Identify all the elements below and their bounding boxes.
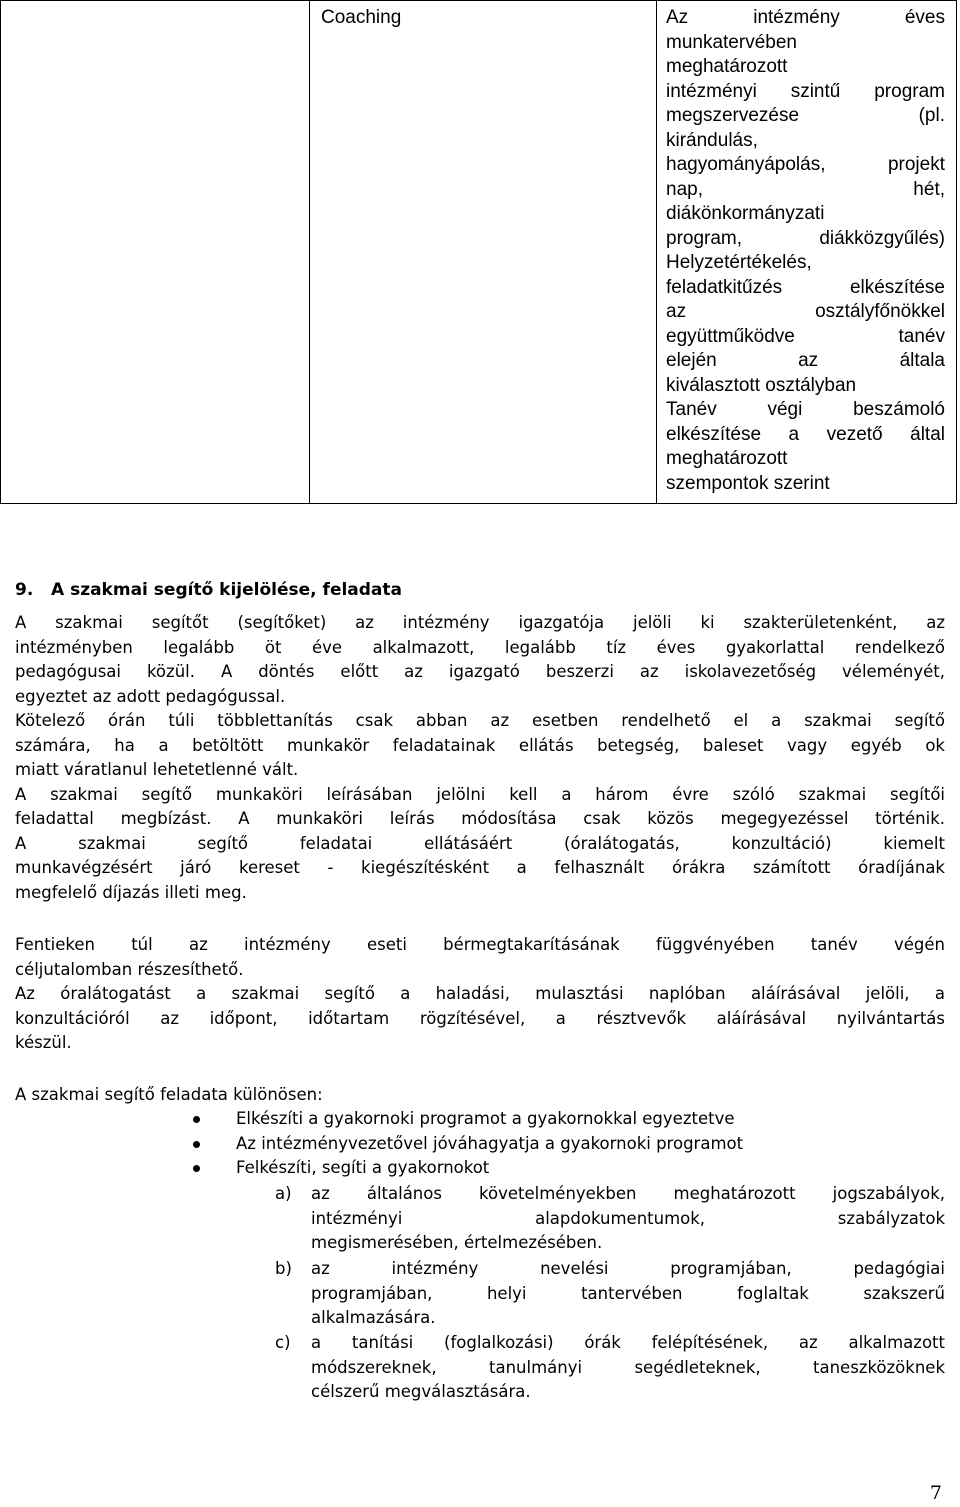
- bullet-icon: [193, 1116, 200, 1123]
- section-number: 9.: [15, 580, 34, 600]
- paragraph: [15, 1083, 945, 1108]
- list-item-text: Elkészíti a gyakornoki programot a gyakornokkal egyeztetve: [236, 1109, 735, 1128]
- table-cell-line: diákönkormányzati: [666, 203, 825, 224]
- bullet-list: [190, 1107, 950, 1181]
- table-cell-line: szempontok szerint: [666, 472, 830, 494]
- table-cell-line: intézményi szintű program: [666, 80, 945, 102]
- table-cell-line: program, diákközgyűlés): [666, 227, 945, 249]
- text-line: miatt váratlanul lehetetlenné vált.: [15, 760, 299, 779]
- section-title: A szakmai segítő kijelölése, feladata: [51, 580, 403, 600]
- text-line: intézményben legalább öt éve alkalmazott, legalább tíz éves gyakorlattal rendelkező: [15, 637, 945, 657]
- table-cell-line: meghatározott: [666, 448, 788, 469]
- table-cell-line: kirándulás,: [666, 129, 758, 151]
- sub-list-label: b): [275, 1259, 292, 1278]
- text-line: célszerű megválasztására.: [311, 1382, 531, 1401]
- text-line: A szakmai segítő feladatai ellátásáért (óralátogatás, konzultáció) kiemelt: [15, 833, 945, 853]
- list-item-text: Az intézményvezetővel jóváhagyatja a gyakornoki programot: [236, 1133, 744, 1153]
- table-cell-line: meghatározott: [666, 56, 788, 77]
- table-cell-line: munkatervében: [666, 31, 797, 53]
- table-cell-line: hagyományápolás, projekt: [666, 154, 945, 175]
- text-line: számára, ha a betöltött munkakör feladatainak ellátás betegség, baleset vagy egyéb ok: [15, 735, 945, 755]
- text-line: konzultációról az időpont, időtartam rögzítésével, a résztvevők aláírásával nyilvántartás: [15, 1008, 945, 1028]
- list-item: [190, 1132, 950, 1157]
- list-item: [190, 1156, 950, 1181]
- text-line: A szakmai segítőt (segítőket) az intézmény igazgatója jelöli ki szakterületenként, az: [15, 613, 945, 632]
- sub-list-label: a): [275, 1184, 292, 1203]
- table-cell-line: az osztályfőnökkel: [666, 301, 945, 322]
- list-item: [190, 1107, 950, 1132]
- page-number: 7: [929, 1482, 942, 1504]
- table-cell-line: feladatkitűzés elkészítése: [666, 276, 945, 298]
- sub-list-text: [311, 1182, 945, 1256]
- table-divider: [309, 1, 310, 503]
- sub-list-text: [311, 1257, 945, 1331]
- paragraph: [15, 611, 945, 905]
- sub-list-label: c): [275, 1333, 291, 1352]
- table-cell-line: Az intézmény éves: [666, 7, 945, 28]
- table-cell-line: együttműködve tanév: [666, 325, 945, 347]
- text-line: céljutalomban részesíthető.: [15, 959, 244, 979]
- table-cell-description: [666, 6, 945, 496]
- sub-list-text: [311, 1331, 945, 1405]
- text-line: az általános követelményekben meghatározott jogszabályok,: [311, 1184, 945, 1203]
- text-line: egyeztet az adott pedagógussal.: [15, 686, 286, 706]
- text-line: A szakmai segítő munkaköri leírásában jelölni kell a három évre szóló szakmai segítői: [15, 784, 945, 804]
- section-heading: [15, 578, 402, 602]
- table-cell-activity: Coaching: [321, 7, 402, 28]
- text-line: Fentieken túl az intézmény eseti bérmegtakarításának függvényében tanév végén: [15, 935, 945, 954]
- table-cell-line: elkészítése a vezető által: [666, 423, 945, 445]
- table-cell-line: elején az általa: [666, 350, 945, 371]
- list-item-text: Felkészíti, segíti a gyakornokot: [236, 1158, 490, 1177]
- text-line: A szakmai segítő feladata különösen:: [15, 1085, 323, 1104]
- text-line: pedagógusai közül. A döntés előtt az igazgató beszerzi az iskolavezetőség véleményét,: [15, 662, 945, 681]
- table-cell-line: Tanév végi beszámoló: [666, 399, 945, 420]
- table-divider: [656, 1, 657, 503]
- text-line: munkavégzésért járó kereset - kiegészítésként a felhasznált órákra számított óradíjának: [15, 858, 945, 877]
- text-line: intézményi alapdokumentumok, szabályzatok: [311, 1208, 945, 1228]
- text-line: megismerésében, értelmezésében.: [311, 1233, 603, 1252]
- text-line: készül.: [15, 1033, 72, 1052]
- text-line: megfelelő díjazás illeti meg.: [15, 882, 247, 902]
- bullet-icon: [193, 1141, 200, 1148]
- table-cell-line: Helyzetértékelés,: [666, 252, 812, 273]
- table-cell-line: kiválasztott osztályban: [666, 374, 857, 396]
- text-line: módszereknek, tanulmányi segédleteknek, taneszközöknek: [311, 1357, 945, 1377]
- text-line: Az óralátogatást a szakmai segítő a haladási, mulasztási naplóban aláírásával jelöli, a: [15, 984, 945, 1003]
- bullet-icon: [193, 1165, 200, 1172]
- table-cell-line: nap, hét,: [666, 178, 945, 200]
- text-line: alkalmazására.: [311, 1308, 436, 1327]
- table-cell-line: megszervezése (pl.: [666, 105, 945, 126]
- text-line: programjában, helyi tantervében foglaltak szakszerű: [311, 1283, 945, 1303]
- text-line: az intézmény nevelési programjában, pedagógiai: [311, 1259, 945, 1278]
- text-line: a tanítási (foglalkozási) órák felépítésének, az alkalmazott: [311, 1333, 945, 1352]
- paragraph: [15, 933, 945, 1056]
- text-line: Kötelező órán túli többlettanítás csak abban az esetben rendelhető el a szakmai segítő: [15, 711, 945, 730]
- text-line: feladattal megbízást. A munkaköri leírás módosítása csak közös megegyezéssel történik.: [15, 809, 945, 828]
